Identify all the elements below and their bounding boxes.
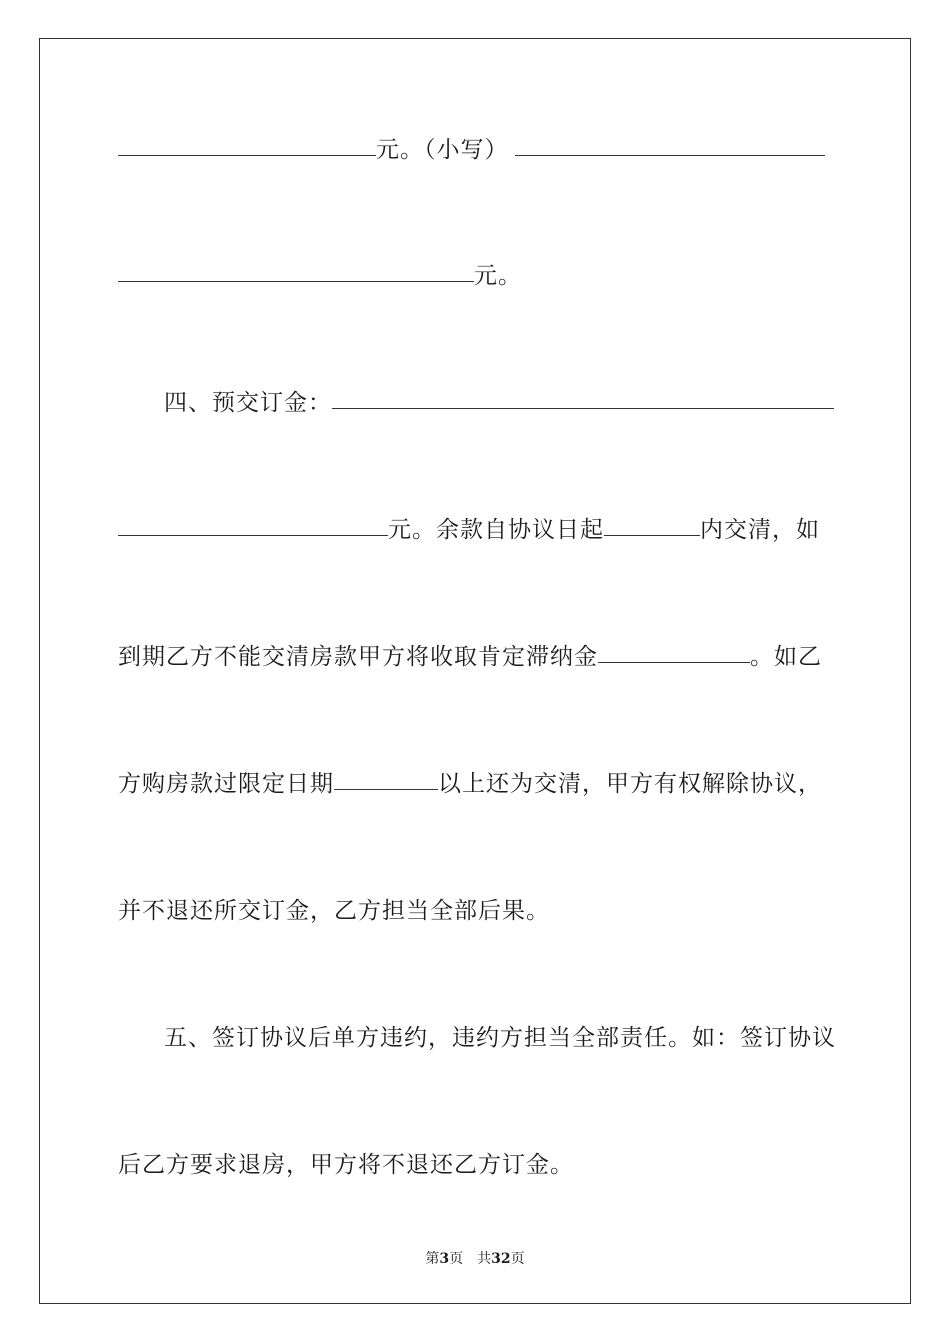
fill-blank[interactable] <box>118 129 376 156</box>
fill-blank[interactable] <box>118 255 474 282</box>
line-text: 元。（小写） <box>376 137 509 163</box>
current-page-number: 3 <box>439 1251 450 1267</box>
line-text: 元。 <box>474 263 522 289</box>
fill-blank[interactable] <box>604 509 700 536</box>
line-text: 后乙方要求退房，甲方将不退还乙方订金。 <box>118 1152 574 1178</box>
fill-blank[interactable] <box>598 636 750 663</box>
line-text: 内交清，如 <box>700 517 820 543</box>
fill-blank[interactable] <box>332 382 834 409</box>
fill-blank[interactable] <box>334 763 438 790</box>
fill-blank[interactable] <box>118 509 388 536</box>
line-5 <box>118 631 834 671</box>
line-text: 四、预交订金： <box>164 390 332 416</box>
line-text: 。如乙 <box>750 644 822 670</box>
footer-middle: 页 共 <box>449 1251 492 1267</box>
line-text: 元。余款自协议日起 <box>388 517 604 543</box>
page-border <box>39 38 911 1304</box>
line-2 <box>118 250 834 290</box>
total-pages-number: 32 <box>491 1251 511 1267</box>
footer-prefix: 第 <box>425 1251 440 1267</box>
line-9 <box>118 1139 834 1179</box>
fill-blank[interactable] <box>515 129 825 156</box>
line-text: 到期乙方不能交清房款甲方将收取肯定滞纳金 <box>118 644 598 670</box>
page-footer <box>0 1248 950 1268</box>
line-4 <box>118 504 834 544</box>
line-text: 五、签订协议后单方违约，违约方担当全部责任。如：签订协议 <box>164 1025 836 1051</box>
line-text: 方购房款过限定日期 <box>118 771 334 797</box>
footer-suffix: 页 <box>510 1251 525 1267</box>
line-1 <box>118 124 834 164</box>
line-text: 并不退还所交订金，乙方担当全部后果。 <box>118 898 550 924</box>
line-8 <box>118 1012 834 1052</box>
line-text: 以上还为交清，甲方有权解除协议， <box>438 771 822 797</box>
line-7 <box>118 885 834 925</box>
line-3 <box>118 377 834 417</box>
line-6 <box>118 758 834 798</box>
